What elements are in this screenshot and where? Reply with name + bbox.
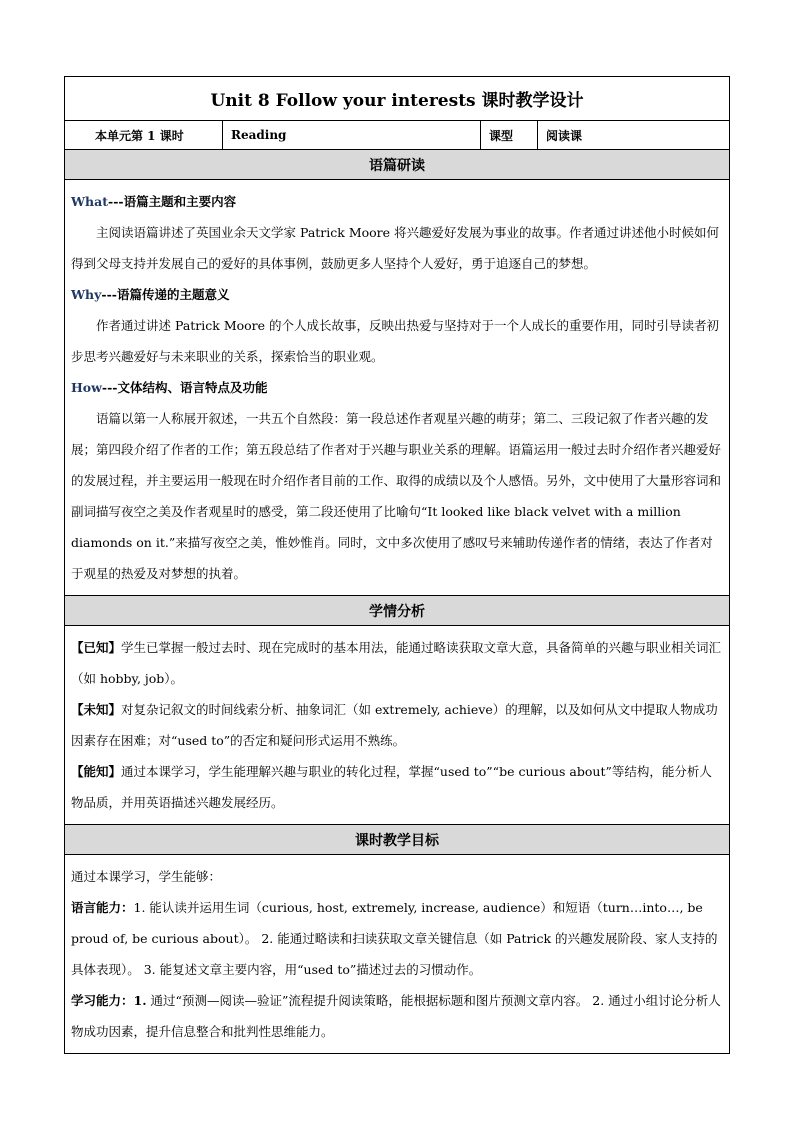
learner-analysis-body — [65, 626, 730, 825]
text-study-body — [65, 180, 730, 596]
why-heading: Why---语篇传递的主题意义 — [71, 287, 230, 302]
what-paragraph: 主阅读语篇讲述了英国业余天文学家 Patrick Moore 将兴趣爱好发展为事业的故事。作者通过讲述他小时候如何得到父母支持并发展自己的爱好的具体事例，鼓励更多人坚持个人爱好，勇于追逐自己的梦想。 — [71, 225, 720, 271]
lesson-plan-table — [64, 76, 730, 1054]
unknown-paragraph: 【未知】对复杂记叙文的时间线索分析、抽象词汇（如 extremely, achieve）的理解，以及如何从文中提取人物成功因素存在困难；对“used to”的否定和疑问形式运用不熟练。 — [71, 702, 718, 748]
type-value: 阅读课 — [538, 121, 730, 150]
type-label: 课型 — [481, 121, 538, 150]
objectives-intro: 通过本课学习，学生能够： — [71, 869, 222, 884]
what-heading: What---语篇主题和主要内容 — [71, 194, 237, 209]
section-heading-objectives: 课时教学目标 — [65, 825, 730, 855]
objectives-body — [65, 855, 730, 1054]
lesson-label: 本单元第 1 课时 — [65, 121, 223, 150]
lesson-plan-document — [64, 76, 729, 1054]
section-heading-learner-analysis: 学情分析 — [65, 596, 730, 626]
section-heading-text-study: 语篇研读 — [65, 150, 730, 180]
known-paragraph: 【已知】学生已掌握一般过去时、现在完成时的基本用法，能通过略读获取文章大意，具备简单的兴趣与职业相关词汇（如 hobby, job）。 — [71, 640, 722, 686]
page-title: Unit 8 Follow your interests 课时教学设计 — [65, 77, 730, 121]
language-ability-paragraph: 语言能力：1. 能认读并运用生词（curious, host, extremely, increase, audience）和短语（turn…into…, be proud of, be curious about）。 2. 能通过略读和扫读获取文章关键信息（如 Patrick 的兴趣发展阶段、家人支持的具体表现）。 3. 能复述文章主要内容，用“used to”描述过去的习惯动作。 — [71, 900, 718, 977]
learning-ability-paragraph: 学习能力：1. 通过“预测—阅读—验证”流程提升阅读策略，能根据标题和图片预测文章内容。 2. 通过小组讨论分析人物成功因素，提升信息整合和批判性思维能力。 — [71, 993, 721, 1039]
meta-row — [65, 121, 730, 150]
how-paragraph: 语篇以第一人称展开叙述，一共五个自然段：第一段总述作者观星兴趣的萌芽；第二、三段记叙了作者兴趣的发展；第四段介绍了作者的工作；第五段总结了作者对于兴趣与职业关系的理解。语篇运用一般过去时介绍作者兴趣爱好的发展过程，并主要运用一般现在时介绍作者目前的工作、取得的成绩以及个人感悟。另外，文中使用了大量形容词和副词描写夜空之美及作者观星时的感受，第二段还使用了比喻句“It looked like black velvet with a million diamonds on it.”来描写夜空之美，惟妙惟肖。同时，文中多次使用了感叹号来辅助传递作者的情绪，表达了作者对于观星的热爱及对梦想的执着。 — [71, 411, 722, 581]
can-know-paragraph: 【能知】通过本课学习，学生能理解兴趣与职业的转化过程，掌握“used to”“be curious about”等结构，能分析人物品质，并用英语描述兴趣发展经历。 — [71, 764, 712, 810]
lesson-value: Reading — [223, 121, 481, 150]
how-heading: How---文体结构、语言特点及功能 — [71, 380, 268, 395]
why-paragraph: 作者通过讲述 Patrick Moore 的个人成长故事，反映出热爱与坚持对于一个人成长的重要作用，同时引导读者初步思考兴趣爱好与未来职业的关系，探索恰当的职业观。 — [71, 318, 720, 364]
